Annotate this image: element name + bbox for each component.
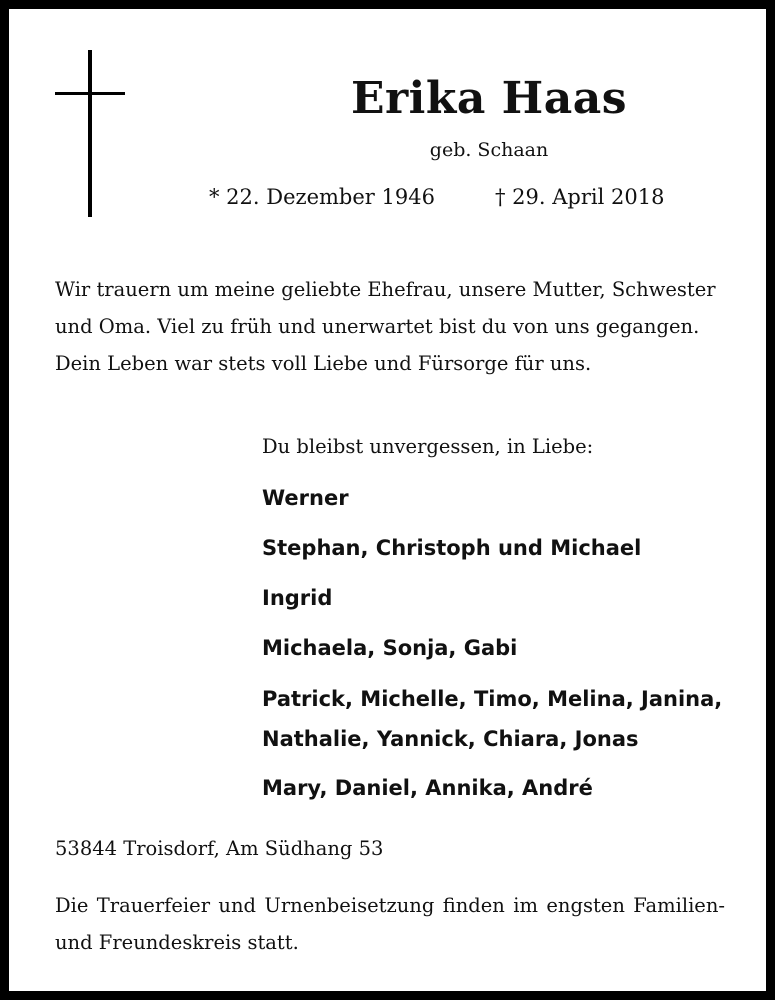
mourner-entry: Werner [262,486,349,510]
notice-line: und Freundeskreis statt. [55,931,299,954]
birth-date: * 22. Dezember 1946 [209,185,435,209]
funeral-notice [55,887,725,961]
mourners-list [262,479,742,819]
cross-icon [88,50,92,217]
tribute-line: und Oma. Viel zu früh und unerwartet bist du von uns gegangen. [55,315,700,338]
mourner-entry: Mary, Daniel, Annika, André [262,776,593,800]
mourner-entry: Ingrid [262,586,333,610]
mourner-entry: Stephan, Christoph und Michael [262,536,642,560]
mourner-entry: Michaela, Sonja, Gabi [262,636,518,660]
notice-line: Die Trauerfeier und Urnenbeisetzung finden im engsten Familien- [55,894,725,917]
tribute-text [55,271,725,382]
mourner-entry: Patrick, Michelle, Timo, Melina, Janina, Nathalie, Yannick, Chiara, Jonas [262,687,723,751]
birth-name: geb. Schaan [429,139,549,161]
death-date: † 29. April 2018 [495,185,665,209]
cross-icon-bar [55,92,125,95]
deceased-name: Erika Haas [350,73,628,124]
closing-phrase: Du bleibst unvergessen, in Liebe: [262,435,594,458]
tribute-line: Dein Leben war stets voll Liebe und Fürsorge für uns. [55,352,592,375]
address: 53844 Troisdorf, Am Südhang 53 [55,837,384,860]
tribute-line: Wir trauern um meine geliebte Ehefrau, unsere Mutter, Schwester [55,278,716,301]
